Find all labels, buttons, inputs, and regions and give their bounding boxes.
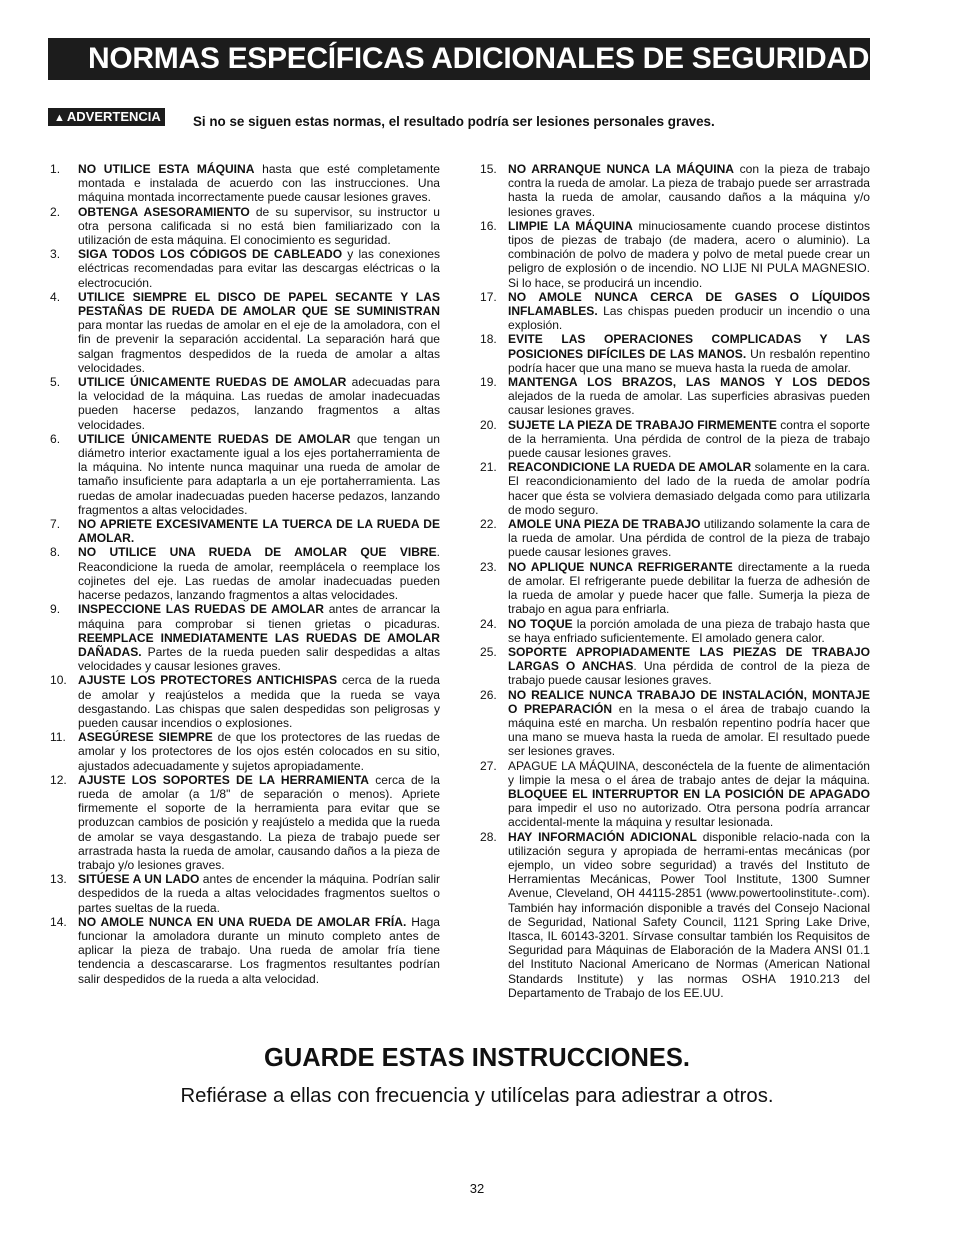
item-number: 7.	[50, 517, 61, 532]
item-number: 25.	[480, 644, 497, 659]
title-banner	[48, 38, 870, 80]
list-item	[480, 560, 870, 617]
item-body-text: Un resbalón repentino podría hacer que una mano se mueva hasta la rueda de amolar.	[508, 346, 871, 375]
list-item	[50, 162, 440, 205]
item-bold-text: OBTENGA ASESORAMIENTO	[78, 204, 250, 219]
item-number: 9.	[50, 602, 61, 617]
list-item	[480, 617, 870, 645]
item-bold-text: EVITE LAS OPERACIONES COMPLICADAS Y LAS POSICIONES DIFÍCILES DE LAS MANOS.	[508, 332, 870, 361]
item-body-text: y las conexiones eléctricas recomendadas para evitar las descargas eléctricas o la electrocución.	[78, 247, 440, 290]
item-number: 28.	[480, 829, 497, 844]
item-bold-text: NO AMOLE NUNCA EN UNA RUEDA DE AMOLAR FRÍA.	[78, 914, 407, 929]
item-text	[78, 517, 440, 545]
list-item	[480, 645, 870, 688]
item-text	[78, 205, 440, 248]
item-text	[508, 560, 870, 617]
item-number: 20.	[480, 417, 497, 432]
item-text	[508, 517, 870, 560]
item-body-text: solamente en la cara. El reacondicionamiento del lado de la rueda de amolar podría hacer que ésta se volviera demasiado delgada como para utilizarla de modo seguro.	[508, 460, 870, 517]
item-bold-text: NO UTILICE UNA RUEDA DE AMOLAR QUE VIBRE	[78, 545, 437, 560]
list-item	[480, 418, 870, 461]
item-number: 8.	[50, 545, 61, 560]
item-number: 3.	[50, 247, 61, 262]
item-number: 18.	[480, 332, 497, 347]
item-number: 15.	[480, 162, 497, 176]
item-number: 21.	[480, 460, 497, 475]
item-bold-text: NO AMOLE NUNCA CERCA DE GASES O LÍQUIDOS INFLAMABLES.	[508, 289, 870, 319]
page-title: NORMAS ESPECÍFICAS ADICIONALES DE SEGURIDAD	[88, 42, 870, 75]
list-item	[50, 915, 440, 986]
item-bold-text: UTILICE ÚNICAMENTE RUEDAS DE AMOLAR	[78, 431, 351, 446]
item-body-text: Las chispas pueden producir un incendio o una explosión.	[508, 304, 870, 333]
left-column	[50, 162, 440, 986]
item-body-text: APAGUE LA MÁQUINA, desconéctela de la fuente de alimentación y limpie la mesa o el área de trabajo antes de dejar la máquina.	[508, 758, 870, 787]
item-text	[78, 915, 440, 986]
item-body-text: utilizando solamente la cara de la rueda de amolar. Una pérdida de control de la pieza de trabajo puede causar lesiones graves.	[508, 517, 870, 560]
item-number: 10.	[50, 673, 67, 688]
item-text	[508, 332, 870, 375]
item-text	[508, 162, 870, 219]
item-text	[78, 290, 440, 375]
item-text	[508, 617, 870, 645]
item-bold-text: NO TOQUE	[508, 616, 573, 631]
item-bold-text: UTILICE ÚNICAMENTE RUEDAS DE AMOLAR	[78, 375, 347, 390]
item-number: 6.	[50, 431, 61, 446]
list-item	[50, 432, 440, 517]
item-number: 14.	[50, 914, 67, 929]
list-item	[50, 545, 440, 602]
item-text	[78, 247, 440, 290]
item-number: 4.	[50, 289, 61, 304]
item-bold-text: REEMPLACE INMEDIATAMENTE LAS RUEDAS DE AMOLAR DAÑADAS.	[78, 630, 440, 659]
item-bold-text: SOPORTE APROPIADAMENTE LAS PIEZAS DE TRABAJO LARGAS O ANCHAS	[508, 644, 870, 674]
item-text	[78, 375, 440, 432]
list-item	[50, 673, 440, 730]
item-body-text: adecuadas para la velocidad de la máquina. Las ruedas de amolar inadecuadas pueden hacerse pedazos, lanzando fragmentos a altas velocidades.	[78, 375, 440, 432]
item-body-text: antes de arrancar la máquina para comprobar si tienen grietas o picaduras.	[78, 602, 441, 631]
item-body-text: contra el soporte de la herramienta. Una pérdida de control de la pieza de trabajo puede causar lesiones graves.	[508, 417, 870, 461]
item-text	[78, 872, 440, 915]
item-bold-text: ASEGÚRESE SIEMPRE	[78, 730, 213, 745]
page-number: 32	[469, 1181, 485, 1196]
item-bold-text: REACONDICIONE LA RUEDA DE AMOLAR	[508, 460, 752, 475]
item-body-text: para montar las ruedas de amolar en el eje de la amoladora, con el fin de prevenir la separación accidental. La separación hará que salgan fragmentos despedidos de la rueda de amolar a altas velocidades.	[78, 318, 440, 375]
item-text	[78, 162, 440, 205]
item-body-text: de su supervisor, su instructor u otra persona calificada si no está bien familiarizado con la utilización de esta máquina. El conocimiento es seguridad.	[78, 204, 440, 248]
item-body-text: con la pieza de trabajo contra la rueda de amolar. La pieza de trabajo puede ser arrastrada hasta la rueda de amolar, causando daños a la máquina y/o lesiones graves.	[508, 162, 870, 219]
item-bold-text: LIMPIE LA MÁQUINA	[508, 218, 633, 233]
item-bold-text: SITÚESE A UN LADO	[78, 872, 200, 887]
item-body-text: minuciosamente cuando procese distintos tipos de piezas de trabajo (de madera, acero o aluminio). La combinación de polvo de madera y polvo de metal puede crear un peligro de explosión o de incendio. NO LIJE NI PULA MAGNESIO. Si lo hace, se producirá un incendio.	[508, 218, 870, 290]
list-item	[480, 332, 870, 375]
item-body-text: hasta que esté completamente montada e instalada de acuerdo con las instrucciones. Una máquina montada incorrectamente puede causar lesiones graves.	[78, 162, 440, 205]
item-body-text: directamente a la rueda de amolar. El refrigerante puede debilitar la fuerza de adhesión de la rueda de amolar y puede hacer que falle. Sumerja la pieza de trabajo en agua para enfriarla.	[508, 559, 870, 617]
item-text	[78, 545, 440, 602]
item-text	[508, 688, 870, 759]
item-body-text: alejados de la rueda de amolar. Las superficies abrasivas pueden causar lesiones graves.	[508, 389, 870, 418]
item-bold-text: NO REALICE NUNCA TRABAJO DE INSTALACIÓN, MONTAJE O PREPARACIÓN	[508, 687, 870, 716]
item-number: 12.	[50, 772, 67, 787]
item-body-text: para impedir el uso no autorizado. Otra persona podría arrancar accidental-mente la máquina y resultar lesionada.	[508, 801, 870, 830]
list-item	[480, 460, 870, 517]
item-body-text: de que los protectores de las ruedas de amolar y los protectores de los ojos estén colocados en su sitio, ajustados adecuadamente y sujetos apropiadamente.	[78, 730, 440, 773]
item-body-text: Partes de la rueda pueden salir despedidas a altas velocidades y causar lesiones graves.	[78, 644, 440, 674]
item-bold-text: AJUSTE LOS PROTECTORES ANTICHISPAS	[78, 673, 338, 688]
warning-badge-label: ADVERTENCIA	[66, 109, 161, 124]
list-item	[480, 759, 870, 830]
list-item	[480, 830, 870, 1000]
item-number: 23.	[480, 559, 497, 574]
item-bold-text: SIGA TODOS LOS CÓDIGOS DE CABLEADO	[78, 247, 343, 262]
item-number: 16.	[480, 218, 497, 233]
item-body-text: . Una pérdida de control de la pieza de trabajo puede causar lesiones graves.	[508, 659, 870, 688]
item-bold-text: MANTENGA LOS BRAZOS, LAS MANOS Y LOS DEDOS	[508, 375, 870, 390]
item-bold-text: BLOQUEE EL INTERRUPTOR EN LA POSICIÓN DE APAGADO	[508, 786, 870, 801]
list-item	[50, 375, 440, 432]
warning-triangle-icon: ▲	[54, 112, 65, 124]
item-text	[508, 219, 870, 290]
footer-subtitle: Refiérase a ellas con frecuencia y utilícelas para adiestrar a otros.	[180, 1085, 774, 1107]
item-bold-text: HAY INFORMACIÓN ADICIONAL	[508, 829, 697, 844]
item-body-text: que tengan un diámetro interior exactamente igual a los ejes portaherramienta de la máquina. No intente nunca maquinar una rueda de amolar de tamaño insuficiente para adaptarla a un eje portaherramienta. Las ruedas de amolar inadecuadas pueden hacerse pedazos, lanzando fragmentos a altas velocidades.	[78, 431, 440, 517]
list-item	[480, 290, 870, 333]
list-item	[480, 219, 870, 290]
list-item	[50, 602, 440, 673]
list-item	[480, 688, 870, 759]
item-bold-text: AMOLE UNA PIEZA DE TRABAJO	[508, 517, 701, 532]
item-body-text: cerca de la rueda de amolar y reajústelos a medida que la rueda se vaya desgastando. Las chispas que salen despedidas son peligrosas y pueden causar incendios o explosiones.	[78, 673, 440, 730]
item-text	[508, 645, 870, 688]
item-body-text: la porción amolada de una pieza de trabajo hasta que se haya enfriado suficientemente. El amolado genera calor.	[508, 616, 870, 645]
item-number: 1.	[50, 162, 61, 176]
item-text	[508, 759, 870, 830]
item-text	[78, 730, 440, 773]
item-text	[78, 773, 440, 872]
item-body-text: disponible relacio-nada con la utilización segura y apropiada de herrami-entas mecánicas (por ejemplo, un video sobre seguridad) a través del Instituto de Herramientas Mecánicas, Power Tool Institute, 1300 Sumner Avenue, Cleveland, OH 44115-2851 (www.powertoolinstitute-.com). También hay información disponible a través del Consejo Nacional de Seguridad, National Safety Council, 1121 Spring Lake Drive, Itasca, IL 60143-3201. Sírvase consultar también los Requisitos de Seguridad para Máquinas de Elaboración de la Madera ANSI 01.1 del Instituto Nacional Americano de Normas (American National Standards Institute) y las normas OSHA 1910.213 del Departamento de Trabajo de los EE.UU.	[508, 829, 870, 1000]
right-column	[480, 162, 870, 1000]
item-number: 13.	[50, 872, 67, 887]
item-number: 24.	[480, 616, 497, 631]
list-item	[480, 517, 870, 560]
warning-badge	[48, 108, 165, 126]
item-bold-text: UTILICE SIEMPRE EL DISCO DE PAPEL SECANTE Y LAS PESTAÑAS DE RUEDA DE AMOLAR QUE SE SUMINISTRAN	[78, 289, 440, 319]
item-text	[508, 418, 870, 461]
item-number: 2.	[50, 204, 61, 219]
item-bold-text: NO UTILICE ESTA MÁQUINA	[78, 162, 255, 176]
item-text	[508, 375, 870, 418]
item-text	[78, 432, 440, 517]
list-item	[50, 517, 440, 545]
item-number: 26.	[480, 687, 497, 702]
item-body-text: cerca de la rueda de amolar (a 1/8" de separación o menos). Apriete firmemente el soporte de la herramienta para evitar que se produzcan cambios de posición y reajústelo a medida que la rueda de amolar se vaya desgastando. La pieza de trabajo puede ser arrastrada hasta la rueda de amolar, causando daños a la pieza de trabajo y/o lesiones graves.	[78, 772, 440, 872]
item-body-text: antes de encender la máquina. Podrían salir despedidos de la rueda a altas velocidades fragmentos sueltos o partes sueltas de la rueda.	[78, 872, 441, 915]
item-number: 11.	[50, 730, 66, 745]
list-item	[50, 205, 440, 248]
list-item	[480, 375, 870, 418]
item-body-text: Haga funcionar la amoladora durante un minuto completo antes de aplicar la pieza de trabajo. Una rueda de amolar fría tiene tendencia a descascararse. Los fragmentos resultantes podrían salir despedidos de la rueda a alta velocidad.	[78, 914, 440, 986]
item-number: 19.	[480, 375, 497, 390]
item-bold-text: NO APLIQUE NUNCA REFRIGERANTE	[508, 559, 733, 574]
list-item	[50, 247, 440, 290]
item-number: 17.	[480, 289, 497, 304]
item-text	[78, 602, 440, 673]
item-bold-text: NO ARRANQUE NUNCA LA MÁQUINA	[508, 162, 734, 176]
list-item	[50, 290, 440, 375]
warning-notice	[48, 108, 870, 132]
item-bold-text: NO APRIETE EXCESIVAMENTE LA TUERCA DE LA RUEDA DE AMOLAR.	[78, 517, 440, 546]
item-bold-text: SUJETE LA PIEZA DE TRABAJO FIRMEMENTE	[508, 417, 777, 432]
list-item	[50, 872, 440, 915]
item-bold-text: INSPECCIONE LAS RUEDAS DE AMOLAR	[78, 602, 325, 617]
item-text	[508, 460, 870, 517]
warning-text: Si no se siguen estas normas, el resultado podría ser lesiones personales graves.	[193, 114, 715, 129]
item-body-text: . Reacondicione la rueda de amolar, reemplácela o reemplace los cojinetes del eje. Las ruedas de amolar inadecuadas pueden hacerse pedazos, lanzando fragmentos a altas velocidades.	[78, 545, 440, 603]
footer-title: GUARDE ESTAS INSTRUCCIONES.	[264, 1044, 690, 1072]
item-body-text: en la mesa o el área de trabajo cuando la máquina esté en marcha. Un resbalón repentino podría hacer que una mano se mueva hasta la rueda de amolar. El resultado puede ser lesiones graves.	[508, 701, 870, 759]
item-bold-text: AJUSTE LOS SOPORTES DE LA HERRAMIENTA	[78, 772, 369, 787]
list-item	[50, 730, 440, 773]
item-text	[508, 290, 870, 333]
item-text	[78, 673, 440, 730]
list-item	[480, 162, 870, 219]
list-item	[50, 773, 440, 872]
item-text	[508, 830, 870, 1000]
item-number: 27.	[480, 758, 497, 773]
item-number: 22.	[480, 517, 497, 532]
item-number: 5.	[50, 375, 61, 390]
